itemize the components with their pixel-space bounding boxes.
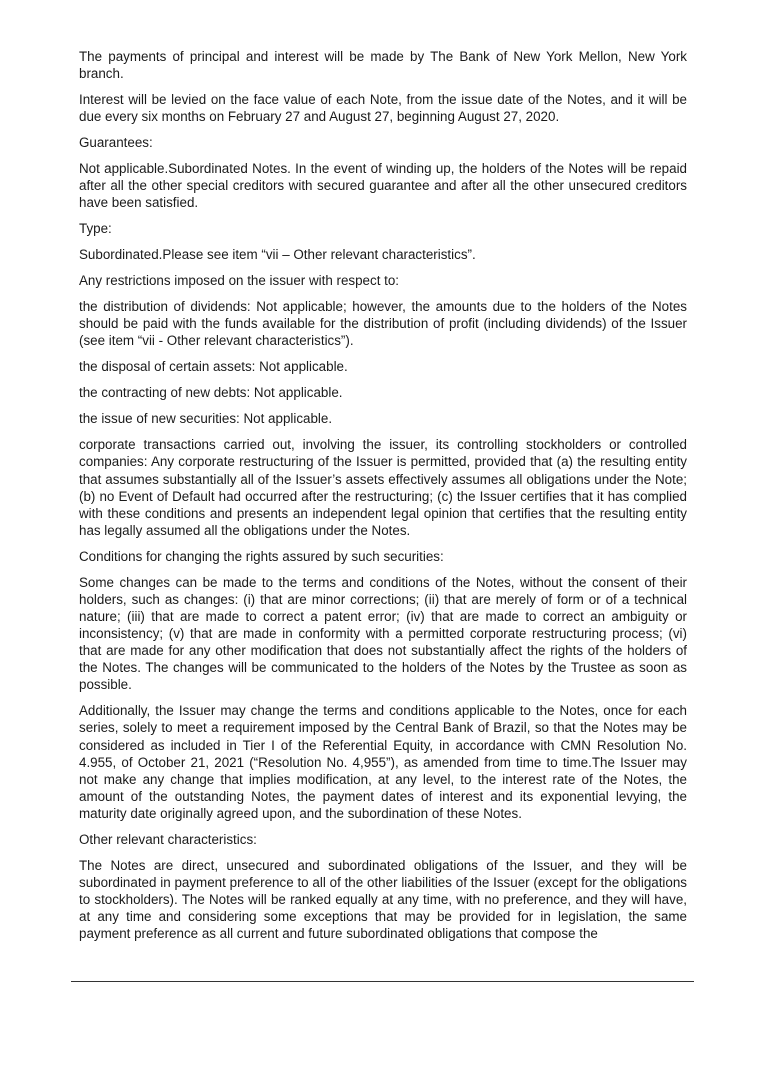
- paragraph-additionally: Additionally, the Issuer may change the terms and conditions applicable to the Notes, once for each series, solely to meet a requirement imposed by the Central Bank of Brazil, so that the Notes may be considered as included in Tier I of the Referential Equity, in accordance with CMN Resolution No. 4.955, of October 21, 2021 (“Resolution No. 4,955”), as amended from time to time.The Issuer may not make any change that implies modification, at any level, to the interest rate of the Notes, the amount of the outstanding Notes, the payment dates of interest and its exponential levying, the maturity date originally agreed upon, and the subordination of these Notes.: [79, 703, 687, 821]
- paragraph-interest: Interest will be levied on the face value of each Note, from the issue date of the Notes, and it will be due every six months on February 27 and August 27, beginning August 27, 2020.: [79, 92, 687, 125]
- document-body: [79, 48, 687, 951]
- paragraph-dividends: the distribution of dividends: Not applicable; however, the amounts due to the holders of the Notes should be paid with the funds available for the distribution of profit (including dividends) of the Issuer (see item “vii - Other relevant characteristics”).: [79, 299, 687, 349]
- paragraph-payments: The payments of principal and interest will be made by The Bank of New York Mellon, New York branch.: [79, 49, 687, 82]
- heading-other-characteristics: Other relevant characteristics:: [79, 831, 257, 847]
- paragraph-disposal: the disposal of certain assets: Not applicable.: [79, 359, 348, 375]
- paragraph-guarantees: Not applicable.Subordinated Notes. In the event of winding up, the holders of the Notes will be repaid after all the other special creditors with secured guarantee and after all the other unsecured creditors have been satisfied.: [79, 161, 687, 211]
- footer-divider: [71, 981, 694, 982]
- paragraph-corporate-transactions: corporate transactions carried out, involving the issuer, its controlling stockholders or controlled companies: Any corporate restructuring of the Issuer is permitted, provided that (a) the resulting entity that assumes substantially all of the Issuer’s assets effectively assumes all obligations under the Note; (b) no Event of Default had occurred after the restructuring; (c) the Issuer certifies that it has complied with these conditions and presents an independent legal opinion that certifies that the resulting entity has legally assumed all the obligations under the Notes.: [79, 437, 687, 538]
- paragraph-type: Subordinated.Please see item “vii – Other relevant characteristics”.: [79, 247, 476, 263]
- heading-guarantees: Guarantees:: [79, 135, 153, 151]
- paragraph-new-securities: the issue of new securities: Not applicable.: [79, 411, 333, 427]
- paragraph-new-debts: the contracting of new debts: Not applicable.: [79, 385, 343, 401]
- paragraph-notes-ranking: The Notes are direct, unsecured and subordinated obligations of the Issuer, and they will be subordinated in payment preference to all of the other liabilities of the Issuer (except for the obligations to stockholders). The Notes will be ranked equally at any time, with no preference, and they will have, at any time and considering some exceptions that may be provided for in legislation, the same payment preference as all current and future subordinated obligations that compose the: [79, 857, 687, 942]
- heading-restrictions: Any restrictions imposed on the issuer with respect to:: [79, 273, 400, 289]
- paragraph-changes: Some changes can be made to the terms and conditions of the Notes, without the consent of their holders, such as changes: (i) that are minor corrections; (ii) that are merely of form or of a technical nature; (iii) that are made to correct a patent error; (iv) that are made to correct an ambiguity or inconsistency; (v) that are made in conformity with a permitted corporate restructuring process; (vi) that are made for any other modification that does not substantially affect the rights of the holders of the Notes. The changes will be communicated to the holders of the Notes by the Trustee as soon as possible.: [79, 574, 687, 693]
- heading-conditions: Conditions for changing the rights assured by such securities:: [79, 548, 444, 564]
- heading-type: Type:: [79, 221, 112, 237]
